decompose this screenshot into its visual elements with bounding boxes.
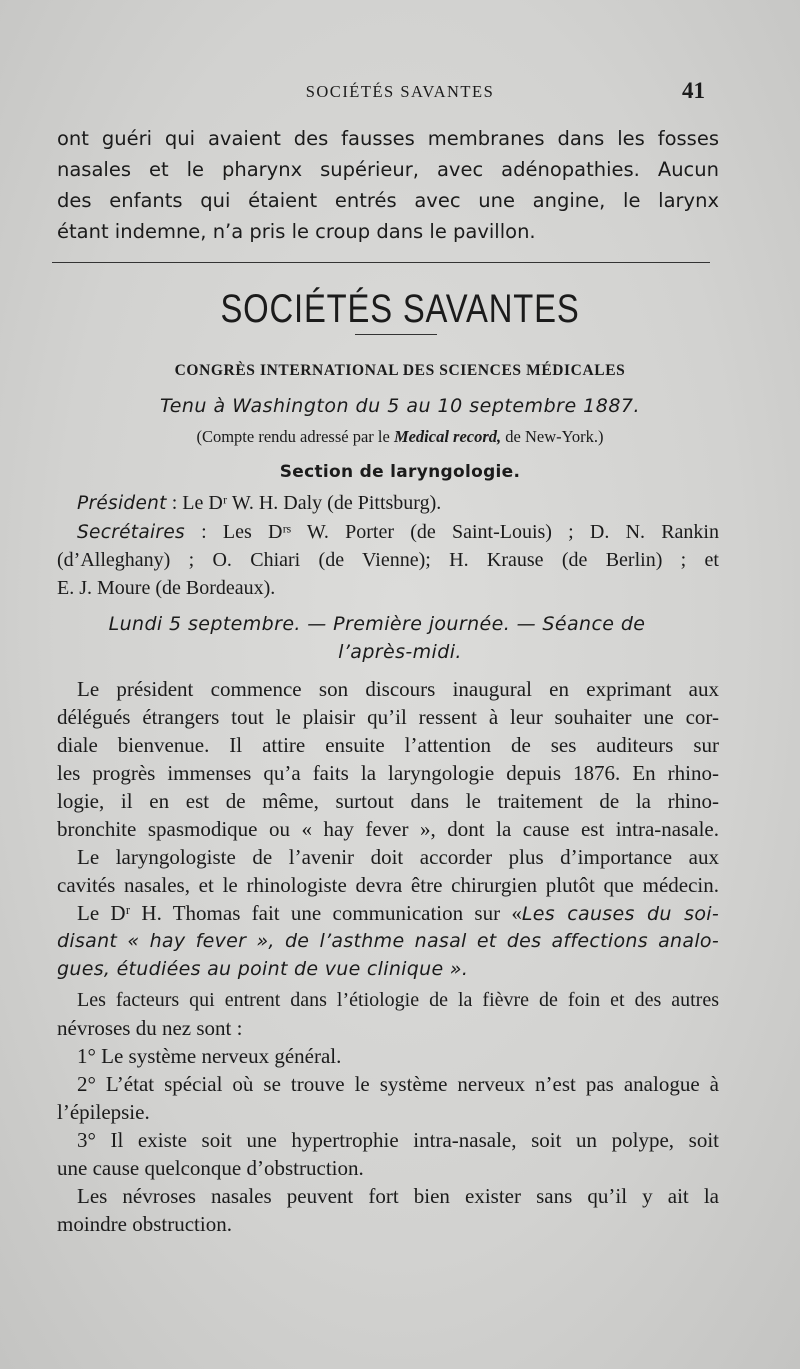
page-number: 41 — [682, 78, 705, 103]
title-underline — [355, 334, 437, 335]
intro-line: ont guéri qui avaient des fausses membranes dans les fosses — [57, 127, 719, 150]
section-heading: Section de laryngologie. — [279, 462, 521, 482]
intro-line: nasales et le pharynx supérieur, avec adénopathies. Aucun — [57, 158, 719, 181]
secretaries-label: Secrétaires — [77, 522, 185, 543]
president-text: : Le Dʳ W. H. Daly (de Pittsburg). — [166, 492, 442, 514]
factors-line: l’épilepsie. — [57, 1100, 150, 1124]
factors-line: moindre obstruction. — [57, 1212, 232, 1236]
thomas-title-line: gues, étudiées au point de vue clinique ». — [57, 958, 469, 980]
report-prefix: (Compte rendu adressé par le — [196, 427, 394, 446]
secretaries-line — [77, 518, 719, 547]
report-suffix: de New-York.) — [501, 427, 604, 446]
factors-line: 2° L’état spécial où se trouve le système nerveux n’est pas analogue à — [77, 1072, 719, 1096]
secretaries-text: : Les Dʳˢ W. Porter (de Saint-Louis) ; D. N. Rankin — [184, 521, 719, 543]
thomas-line — [77, 899, 719, 928]
factors-line: névroses du nez sont : — [57, 1016, 243, 1040]
thomas-prefix: Le Dʳ H. Thomas fait une communication sur « — [77, 901, 522, 925]
factors-line: 1° Le système nerveux général. — [77, 1044, 342, 1068]
secretaries-line: E. J. Moure (de Bordeaux). — [57, 577, 276, 599]
factors-line: 3° Il existe soit une hypertrophie intra-nasale, soit un polype, soit — [77, 1128, 719, 1152]
body-line: cavités nasales, et le rhinologiste devra être chirurgien plutôt que médecin. — [57, 873, 719, 897]
factors-line: Les facteurs qui entrent dans l’étiologie de la fièvre de foin et des autres — [77, 989, 719, 1011]
session-line: Lundi 5 septembre. — Première journée. — Séance de — [108, 613, 646, 635]
factors-line: Les névroses nasales peuvent fort bien exister sans qu’il y ait la — [77, 1184, 719, 1208]
intro-line: des enfants qui étaient entrés avec une angine, le larynx — [57, 189, 719, 212]
president-line — [77, 489, 739, 518]
body-line: Le laryngologiste de l’avenir doit accorder plus d’importance aux — [77, 845, 719, 869]
report-credit — [57, 423, 743, 451]
thomas-title-line: disant « hay fever », de l’asthme nasal et des affections analo- — [57, 930, 719, 952]
body-line: délégués étrangers tout le plaisir qu’il ressent à leur souhaiter une cor- — [57, 705, 719, 729]
session-line: l’après-midi. — [338, 641, 462, 663]
body-line: logie, il en est de même, surtout dans le traitement de la rhino- — [57, 789, 719, 813]
president-label: Président — [77, 493, 167, 514]
body-line: Le président commence son discours inaugural en exprimant aux — [77, 677, 719, 701]
factors-line: une cause quelconque d’obstruction. — [57, 1156, 364, 1180]
body-line: diale bienvenue. Il attire ensuite l’attention de ses auditeurs sur — [57, 733, 719, 757]
congress-name: CONGRÈS INTERNATIONAL DES SCIENCES MÉDICALES — [174, 362, 626, 379]
section-title: SOCIÉTÉS SAVANTES — [220, 287, 580, 331]
body-line: les progrès immenses qu’a faits la laryngologie depuis 1876. En rhino- — [57, 761, 719, 785]
report-source: Medical record, — [393, 427, 502, 446]
congress-dates: Tenu à Washington du 5 au 10 septembre 1887. — [159, 395, 641, 417]
thomas-title-start: Les causes du soi- — [521, 903, 719, 925]
secretaries-line: (d’Alleghany) ; O. Chiari (de Vienne); H. Krause (de Berlin) ; et — [57, 549, 719, 571]
running-title: SOCIÉTÉS SAVANTES — [305, 82, 495, 101]
section-rule — [52, 262, 710, 263]
body-line: bronchite spasmodique ou « hay fever », dont la cause est intra-nasale. — [57, 817, 719, 841]
intro-line: étant indemne, n’a pris le croup dans le pavillon. — [57, 220, 536, 243]
